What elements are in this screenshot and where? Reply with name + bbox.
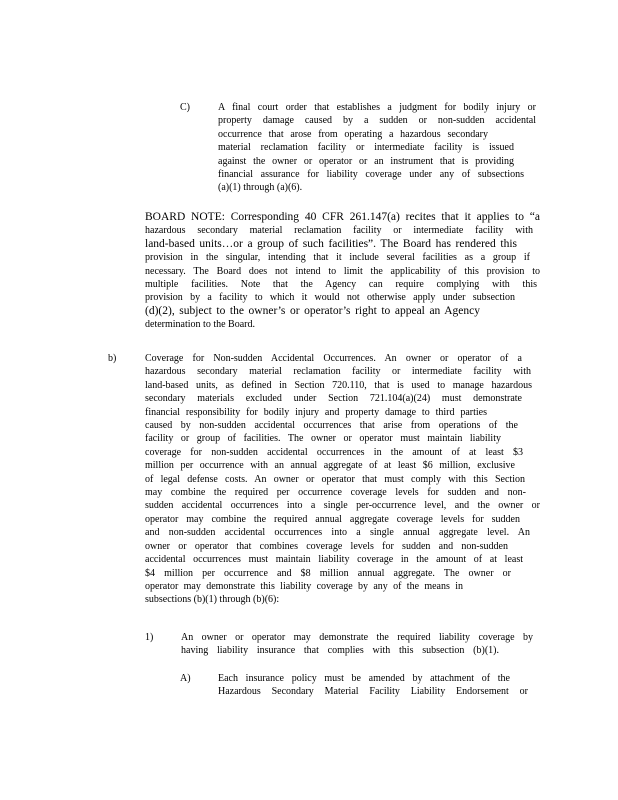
text-line: (d)(2), subject to the owner’s or operator’s right to appeal an Agency	[145, 304, 480, 317]
text-line: secondary materials excluded under Section 721.104(a)(24) must demonstrate	[145, 393, 522, 405]
item-c-text	[218, 101, 536, 195]
text-line: land-based units, as defined in Section 720.110, that is used to manage hazardous	[145, 379, 532, 391]
text-line: hazardous secondary material reclamation facility or intermediate facility with	[145, 225, 533, 237]
text-line: necessary. The Board does not intend to limit the applicability of this provision to	[145, 265, 540, 277]
text-line: may combine the required per occurrence coverage levels for sudden and non-	[145, 487, 526, 499]
text-line: BOARD NOTE: Corresponding 40 CFR 261.147(a) recites that it applies to “a	[145, 211, 540, 223]
text-line: having liability insurance that complies with this subsection (b)(1).	[181, 645, 499, 657]
text-line: and non-sudden accidental occurrences into a single annual aggregate level. An	[145, 527, 530, 539]
text-line: $4 million per occurrence and $8 million annual aggregate. The owner or	[145, 567, 511, 579]
text-line: million per occurrence with an annual aggregate of at least $6 million, exclusive	[145, 460, 515, 472]
item-b-marker: b)	[108, 353, 117, 364]
text-line: A final court order that establishes a judgment for bodily injury or	[218, 102, 536, 113]
board-note	[145, 211, 540, 332]
text-line: provision by a facility to which it would not otherwise apply under subsection	[145, 292, 515, 304]
text-line: owner or operator that combines coverage levels for sudden and non-sudden	[145, 540, 508, 552]
text-line: hazardous secondary material reclamation facility or intermediate facility with	[145, 366, 531, 378]
text-line: multiple facilities. Note that the Agency can require complying with this	[145, 279, 537, 291]
text-line: caused by non-sudden accidental occurrences that arise from operations of the	[145, 420, 518, 432]
text-line: against the owner or operator or an instrument that is providing	[218, 155, 514, 167]
text-line: facility or group of facilities. The owner or operator must maintain liability	[145, 433, 501, 445]
text-line: property damage caused by a sudden or non-sudden accidental	[218, 115, 536, 127]
text-line: material reclamation facility or intermediate facility is issued	[218, 142, 514, 154]
text-line: occurrence that arose from operating a hazardous secondary	[218, 128, 488, 140]
text-line: financial assurance for liability coverage under any of subsections	[218, 169, 524, 181]
text-line: Each insurance policy must be amended by attachment of the	[218, 673, 510, 684]
text-line: subsections (b)(1) through (b)(6):	[145, 594, 280, 606]
item-b-text	[145, 352, 540, 607]
text-line: of legal defense costs. An owner or operator that must comply with this Section	[145, 473, 525, 485]
text-line: An owner or operator may demonstrate the required liability coverage by	[181, 632, 533, 643]
item-c-marker: C)	[180, 102, 190, 113]
item-b1-marker: 1)	[145, 632, 154, 643]
text-line: provision in the singular, intending that it include several facilities as a group if	[145, 252, 530, 264]
text-line: financial responsibility for bodily injury and property damage to third parties	[145, 406, 487, 418]
item-b1a-text	[218, 672, 528, 699]
item-b1-text	[181, 631, 533, 658]
text-line: coverage for non-sudden accidental occurrences in the amount of at least $3	[145, 446, 523, 458]
text-line: determination to the Board.	[145, 319, 255, 331]
text-line: operator may demonstrate this liability coverage by any of the means in	[145, 580, 463, 592]
text-line: sudden accidental occurrences into a single per-occurrence level, and the owner or	[145, 500, 540, 512]
text-line: Hazardous Secondary Material Facility Liability Endorsement or	[218, 686, 528, 698]
text-line: land-based units…or a group of such facilities”. The Board has rendered this	[145, 237, 517, 250]
text-line: operator may combine the required annual aggregate coverage levels for sudden	[145, 513, 520, 525]
text-line: (a)(1) through (a)(6).	[218, 182, 303, 194]
text-line: accidental occurrences must maintain liability coverage in the amount of at least	[145, 554, 523, 566]
text-line: Coverage for Non-sudden Accidental Occurrences. An owner or operator of a	[145, 353, 522, 364]
item-b1a-marker: A)	[180, 673, 191, 684]
